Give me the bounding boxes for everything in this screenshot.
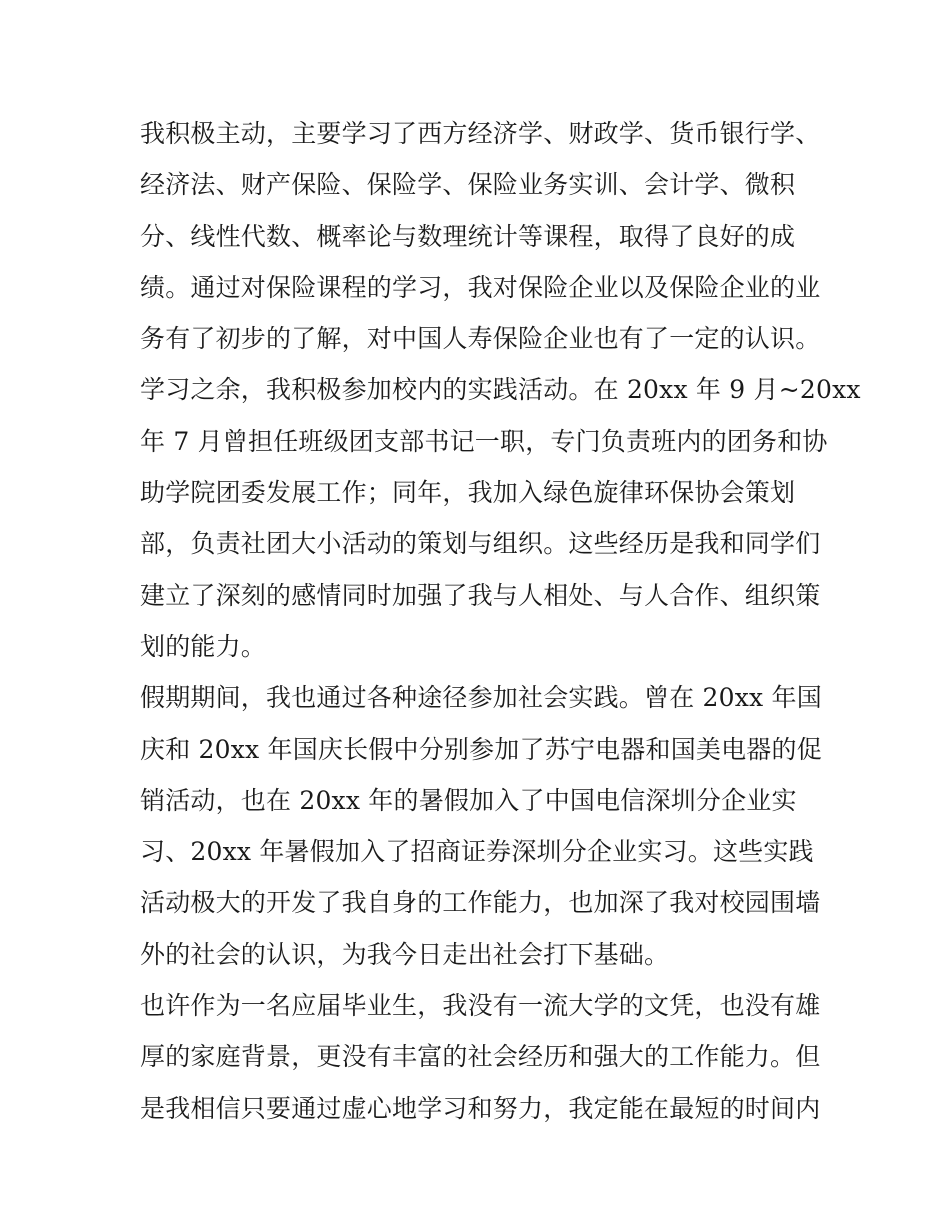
text-line: 经济法、财产保险、保险学、保险业务实训、会计学、微积 — [140, 170, 796, 200]
text-line: 绩。通过对保险课程的学习，我对保险企业以及保险企业的业 — [140, 272, 821, 302]
text-line: 习、20xx 年暑假加入了招商证券深圳分企业实习。这些实践 — [140, 837, 814, 867]
text-line: 我积极主动，主要学习了西方经济学、财政学、货币银行学、 — [140, 119, 821, 148]
text-line: 助学院团委发展工作；同年，我加入绿色旋律环保协会策划 — [140, 478, 796, 508]
text-line: 划的能力。 — [140, 631, 267, 661]
body-text — [140, 108, 861, 1134]
text-line: 销活动，也在 20xx 年的暑假加入了中国电信深圳分企业实 — [140, 785, 797, 815]
text-line: 庆和 20xx 年国庆长假中分别参加了苏宁电器和国美电器的促 — [140, 734, 822, 764]
text-line: 年 7 月曾担任班级团支部书记一职，专门负责班内的团务和协 — [140, 426, 828, 456]
text-line: 厚的家庭背景，更没有丰富的社会经历和强大的工作能力。但 — [140, 1042, 821, 1072]
text-line: 假期期间，我也通过各种途径参加社会实践。曾在 20xx 年国 — [140, 683, 822, 713]
text-line: 也许作为一名应届毕业生，我没有一流大学的文凭，也没有雄 — [140, 991, 821, 1021]
text-line: 活动极大的开发了我自身的工作能力，也加深了我对校园围墙 — [140, 888, 821, 918]
text-line: 分、线性代数、概率论与数理统计等课程，取得了良好的成 — [140, 221, 796, 251]
text-line: 是我相信只要通过虚心地学习和努力，我定能在最短的时间内 — [140, 1093, 821, 1123]
text-line: 建立了深刻的感情同时加强了我与人相处、与人合作、组织策 — [140, 580, 821, 610]
text-line: 务有了初步的了解，对中国人寿保险企业也有了一定的认识。 — [140, 324, 821, 354]
text-line: 部，负责社团大小活动的策划与组织。这些经历是我和同学们 — [140, 529, 821, 559]
text-line: 外的社会的认识，为我今日走出社会打下基础。 — [140, 939, 670, 969]
text-line: 学习之余，我积极参加校内的实践活动。在 20xx 年 9 月~20xx — [140, 375, 861, 405]
